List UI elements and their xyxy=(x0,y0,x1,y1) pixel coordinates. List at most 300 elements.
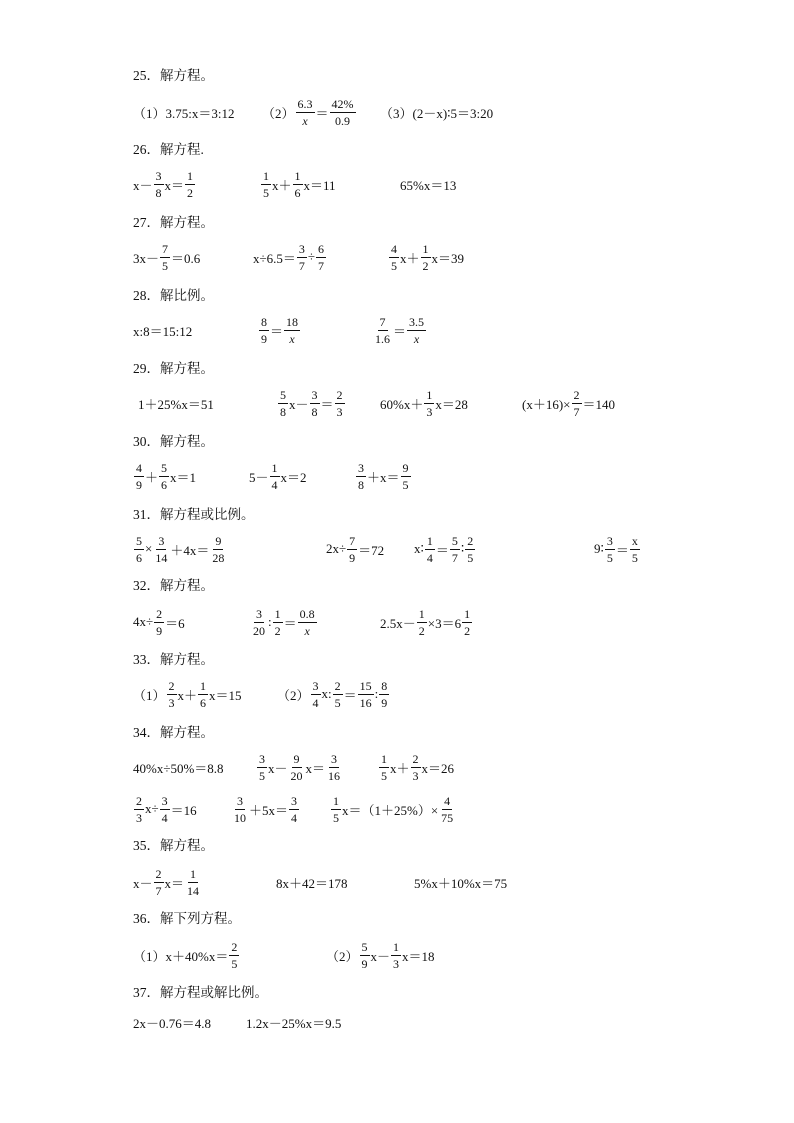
equation-row xyxy=(0,789,794,829)
problem-heading: 28．解比例。 xyxy=(133,288,214,303)
problem-heading: 36．解下列方程。 xyxy=(133,911,241,926)
fraction-denominator: 7 xyxy=(298,258,305,273)
fraction-denominator: 8 xyxy=(155,185,162,200)
fraction-numerator: 3 xyxy=(311,387,318,402)
fraction-denominator: 20 xyxy=(253,623,265,638)
fraction-denominator: 7 xyxy=(318,258,325,273)
fraction-denominator: 5 xyxy=(162,258,169,273)
equation-text: 5%x＋10%x＝75 xyxy=(414,875,508,891)
fraction-numerator: 8 xyxy=(261,314,267,329)
equation-text: x÷6.5＝ xyxy=(253,250,296,266)
fraction-denominator: 5 xyxy=(334,695,341,710)
fraction xyxy=(278,389,288,418)
problem-heading: 32．解方程。 xyxy=(133,578,214,593)
fraction xyxy=(296,98,315,127)
fraction xyxy=(210,535,226,564)
equation xyxy=(133,935,240,975)
fraction xyxy=(411,753,421,782)
equation-text: x＝18 xyxy=(402,948,435,964)
fraction-denominator: 8 xyxy=(311,404,318,419)
equation-text: （2） xyxy=(277,687,310,703)
fraction xyxy=(316,243,326,272)
equation-text: ＝ xyxy=(435,542,449,558)
fraction-denominator: 2 xyxy=(418,623,425,638)
fraction-numerator: 1 xyxy=(418,606,425,621)
equation xyxy=(258,310,301,350)
equation-text: ＝16 xyxy=(170,802,197,818)
equation xyxy=(277,674,390,714)
fraction xyxy=(373,316,392,345)
problem-heading: 37．解方程或解比例。 xyxy=(133,985,268,1000)
fraction xyxy=(310,389,320,418)
equation-text: x－ xyxy=(289,396,309,412)
fraction-denominator: 5 xyxy=(402,477,409,492)
equation-text: x＝39 xyxy=(431,250,465,266)
fraction-denominator: 5 xyxy=(381,768,387,783)
equation-text: ＝140 xyxy=(582,396,616,412)
fraction-numerator: 3 xyxy=(312,678,319,693)
fraction-denominator: 6 xyxy=(136,550,142,565)
equation-text: 3x－ xyxy=(133,250,160,266)
equation xyxy=(326,529,384,569)
equation-text: ＝ xyxy=(315,105,329,121)
equation-text: ＋5x＝ xyxy=(249,802,289,818)
fraction-numerator: 5 xyxy=(280,387,286,402)
problem-heading: 26．解方程. xyxy=(133,142,204,157)
fraction-numerator: 1 xyxy=(190,866,197,881)
fraction xyxy=(273,608,283,637)
fraction-denominator: 5 xyxy=(259,768,265,783)
fraction-numerator: 2 xyxy=(156,606,163,621)
fraction xyxy=(259,316,269,345)
fraction xyxy=(167,680,177,709)
equation-row xyxy=(0,747,794,787)
fraction-denominator: 9 xyxy=(136,477,142,492)
fraction-denominator: 5 xyxy=(391,258,397,273)
equation-row xyxy=(0,935,794,975)
fraction-denominator: 3 xyxy=(426,404,433,419)
fraction-denominator: 5 xyxy=(467,550,474,565)
equation-row xyxy=(0,862,794,902)
equation-text: 65%x＝13 xyxy=(400,177,457,193)
fraction xyxy=(134,535,144,564)
fraction-denominator: 8 xyxy=(280,404,286,419)
fraction-numerator: 1 xyxy=(294,168,301,183)
fraction-numerator: 1 xyxy=(263,168,269,183)
equation xyxy=(414,862,507,902)
fraction-numerator: 6 xyxy=(318,241,325,256)
equation-text: ＋ xyxy=(145,469,159,485)
equation-text: x:8＝15:12 xyxy=(133,323,193,339)
equation xyxy=(231,789,300,829)
equation xyxy=(380,602,473,642)
equation-text: x÷ xyxy=(145,801,159,816)
fraction-numerator: 3 xyxy=(237,793,243,808)
equation-text: x＋ xyxy=(400,250,420,266)
equation-text: x＝28 xyxy=(435,396,468,412)
equation-text: x＝ xyxy=(164,875,185,891)
fraction-numerator: 4 xyxy=(444,793,451,808)
equation-text: ＝0.6 xyxy=(171,250,201,266)
fraction xyxy=(356,462,366,491)
equation-text: x＝11 xyxy=(303,177,336,193)
equation-text: 2x÷ xyxy=(326,541,347,556)
fraction-denominator: 2 xyxy=(422,258,429,273)
fraction-denominator: 14 xyxy=(155,550,168,565)
fraction-denominator: 2 xyxy=(187,185,194,200)
fraction-denominator: 4 xyxy=(161,810,168,825)
fraction-numerator: 2 xyxy=(334,678,341,693)
fraction xyxy=(331,795,341,824)
equation xyxy=(249,456,307,496)
fraction xyxy=(270,462,280,491)
equation-text: （3）(2－x)∶5＝3:20 xyxy=(380,105,494,121)
fraction-numerator: 7 xyxy=(349,533,356,548)
equation-text: ＝6 xyxy=(165,615,185,631)
fraction-denominator: 14 xyxy=(187,883,200,898)
fraction xyxy=(333,680,343,709)
fraction-denominator: 7 xyxy=(155,883,162,898)
fraction-denominator: 10 xyxy=(234,810,246,825)
equation xyxy=(388,237,464,277)
fraction xyxy=(284,316,300,345)
fraction xyxy=(389,243,399,272)
fraction xyxy=(232,795,248,824)
equation-text: x－ xyxy=(268,760,288,776)
fraction xyxy=(160,243,170,272)
fraction xyxy=(159,462,169,491)
fraction-numerator: 1 xyxy=(426,533,433,548)
fraction-numerator: 3 xyxy=(331,751,338,766)
equation-text: x＋ xyxy=(390,760,410,776)
fraction xyxy=(298,608,317,637)
equation-row xyxy=(0,383,794,423)
fraction xyxy=(311,680,321,709)
equation xyxy=(133,862,202,902)
equation-text: ＋4x＝ xyxy=(170,542,210,558)
fraction xyxy=(134,795,144,824)
fraction-denominator: 5 xyxy=(606,550,613,565)
equation-text: : xyxy=(374,686,379,701)
equation-text: 9∶ xyxy=(594,541,604,556)
equation xyxy=(277,383,346,423)
equation-text: 40%x÷50%＝8.8 xyxy=(133,760,224,776)
fraction-numerator: 9 xyxy=(215,533,222,548)
equation-row xyxy=(0,602,794,642)
equation-row xyxy=(0,310,794,350)
equation-text: （2） xyxy=(262,105,295,121)
equation-row xyxy=(0,164,794,204)
fraction-denominator: 4 xyxy=(312,695,319,710)
fraction-numerator: 3 xyxy=(298,241,305,256)
equation-text: x＝2 xyxy=(280,469,307,485)
fraction xyxy=(417,608,427,637)
fraction-denominator: 16 xyxy=(328,768,341,783)
fraction-denominator: x xyxy=(304,623,310,638)
equation xyxy=(326,935,435,975)
fraction-numerator: 5 xyxy=(136,533,142,548)
fraction-denominator: 1.6 xyxy=(375,331,390,346)
fraction xyxy=(424,389,434,418)
equation xyxy=(522,383,615,423)
fraction xyxy=(198,680,208,709)
fraction-denominator: 4 xyxy=(271,477,278,492)
fraction-denominator: 9 xyxy=(261,331,267,346)
fraction-numerator: 1 xyxy=(200,678,207,693)
fraction xyxy=(462,608,472,637)
fraction xyxy=(465,535,475,564)
equation-text: ＋x＝ xyxy=(367,469,400,485)
fraction xyxy=(630,535,640,564)
equation-text: ＝ xyxy=(343,687,357,703)
fraction-denominator: 3 xyxy=(168,695,175,710)
equation xyxy=(246,1002,341,1042)
fraction-denominator: 5 xyxy=(631,550,638,565)
fraction xyxy=(134,462,144,491)
fraction-numerator: 3 xyxy=(155,168,162,183)
fraction-denominator: 4 xyxy=(426,550,433,565)
equation xyxy=(594,529,641,569)
equation-text: （1）x＋40%x＝ xyxy=(133,948,229,964)
equation xyxy=(372,310,427,350)
fraction-numerator: 5 xyxy=(361,939,368,954)
fraction xyxy=(293,170,303,199)
fraction-numerator: 3 xyxy=(256,606,262,621)
fraction-denominator: 5 xyxy=(231,956,238,971)
equation xyxy=(380,92,493,132)
fraction-numerator: 2 xyxy=(136,793,142,808)
equation-text: x＝1 xyxy=(170,469,197,485)
equation xyxy=(330,789,456,829)
fraction xyxy=(391,941,401,970)
equation-text: ＝ xyxy=(320,396,334,412)
fraction-numerator: 4 xyxy=(136,460,142,475)
fraction-denominator: 6 xyxy=(161,477,168,492)
equation xyxy=(250,602,318,642)
fraction-numerator: 2 xyxy=(231,939,238,954)
fraction-numerator: 4 xyxy=(391,241,397,256)
fraction xyxy=(330,98,356,127)
fraction-denominator: 7 xyxy=(451,550,458,565)
fraction xyxy=(425,535,435,564)
equation-text: x＝（1＋25%）× xyxy=(342,802,439,818)
fraction-numerator: 5 xyxy=(161,460,168,475)
fraction-numerator: 2 xyxy=(336,387,343,402)
equation-text: × xyxy=(145,541,153,556)
equation xyxy=(133,529,227,569)
equation-text: x＝26 xyxy=(421,760,455,776)
fraction xyxy=(326,753,342,782)
problem-heading: 34．解方程。 xyxy=(133,725,214,740)
equation xyxy=(133,789,197,829)
fraction-numerator: 2 xyxy=(573,387,580,402)
fraction-denominator: 20 xyxy=(290,768,303,783)
equation-row xyxy=(0,456,794,496)
equation xyxy=(262,92,357,132)
fraction-denominator: 3 xyxy=(412,768,419,783)
fraction xyxy=(421,243,431,272)
equation xyxy=(138,383,214,423)
equation xyxy=(400,164,456,204)
equation-text: 4x÷ xyxy=(133,614,154,629)
fraction xyxy=(154,608,164,637)
equation xyxy=(133,456,196,496)
equation-text: 8x＋42＝178 xyxy=(276,875,348,891)
equation-text: x－ xyxy=(133,177,153,193)
fraction xyxy=(401,462,411,491)
equation xyxy=(256,747,343,787)
fraction-denominator: 2 xyxy=(464,623,471,638)
equation-row xyxy=(0,1002,794,1042)
fraction-numerator: 3 xyxy=(158,533,165,548)
fraction xyxy=(379,753,389,782)
equation-text: （1） xyxy=(133,687,166,703)
fraction xyxy=(229,941,239,970)
fraction xyxy=(185,170,195,199)
fraction xyxy=(257,753,267,782)
fraction-numerator: 1 xyxy=(393,939,400,954)
fraction-numerator: 1 xyxy=(187,168,194,183)
equation-text: ＝ xyxy=(283,615,297,631)
equation-text: x＋ xyxy=(272,177,292,193)
fraction xyxy=(289,753,305,782)
fraction-denominator: x xyxy=(289,331,295,346)
fraction-numerator: 3.5 xyxy=(409,314,425,329)
equation-text: （1）3.75:x＝3:12 xyxy=(133,105,235,121)
equation-text: (x＋16)× xyxy=(522,396,571,412)
fraction-numerator: 9 xyxy=(293,751,300,766)
fraction-denominator: 5 xyxy=(263,185,269,200)
fraction xyxy=(379,680,389,709)
equation-text: x－ xyxy=(370,948,391,964)
equation-row xyxy=(0,529,794,569)
fraction-numerator: 18 xyxy=(286,314,299,329)
equation-text: x＝ xyxy=(164,177,185,193)
equation-text: 1.2x－25%x＝9.5 xyxy=(246,1015,342,1031)
equation xyxy=(276,862,348,902)
fraction xyxy=(407,316,426,345)
fraction-denominator: 28 xyxy=(212,550,225,565)
equation-text: 2.5x－ xyxy=(380,615,416,631)
fraction-numerator: 3 xyxy=(291,793,298,808)
fraction-denominator: 9 xyxy=(156,623,163,638)
equation-text: 1＋25%x＝51 xyxy=(138,396,214,412)
equation xyxy=(378,747,454,787)
fraction-numerator: 3 xyxy=(161,793,168,808)
fraction xyxy=(335,389,345,418)
fraction-numerator: 1 xyxy=(274,606,281,621)
problem-heading: 31．解方程或比例。 xyxy=(133,507,255,522)
fraction-numerator: 0.8 xyxy=(299,606,315,621)
equation xyxy=(380,383,468,423)
fraction-numerator: 3 xyxy=(259,751,265,766)
fraction xyxy=(358,680,374,709)
equation xyxy=(355,456,412,496)
fraction-denominator: 6 xyxy=(200,695,207,710)
fraction xyxy=(439,795,455,824)
problem-heading: 29．解方程。 xyxy=(133,361,214,376)
equation xyxy=(260,164,336,204)
fraction xyxy=(154,868,164,897)
equation-text: x＝ xyxy=(305,760,326,776)
fraction-numerator: 15 xyxy=(359,678,372,693)
equation-text: x＝15 xyxy=(209,687,242,703)
fraction-numerator: 1 xyxy=(422,241,429,256)
fraction-numerator: 6.3 xyxy=(297,96,313,111)
fraction xyxy=(347,535,357,564)
fraction-denominator: 7 xyxy=(573,404,580,419)
equation xyxy=(253,237,327,277)
fraction-denominator: 9 xyxy=(349,550,356,565)
fraction-denominator: 9 xyxy=(381,695,388,710)
fraction xyxy=(450,535,460,564)
equation xyxy=(133,310,192,350)
fraction xyxy=(289,795,299,824)
problem-heading: 30．解方程。 xyxy=(133,434,214,449)
equation-text: 5－ xyxy=(249,469,269,485)
equation-text: 2x－0.76＝4.8 xyxy=(133,1015,212,1031)
fraction xyxy=(154,170,164,199)
fraction-denominator: 3 xyxy=(336,404,343,419)
equation-row xyxy=(0,92,794,132)
fraction-denominator: x xyxy=(302,113,308,128)
fraction-denominator: 6 xyxy=(294,185,301,200)
equation-text: 60%x＋ xyxy=(380,396,424,412)
equation-text: ÷ xyxy=(307,249,316,264)
fraction xyxy=(153,535,169,564)
fraction-numerator: 2 xyxy=(412,751,419,766)
fraction-numerator: 2 xyxy=(168,678,175,693)
fraction-numerator: 1 xyxy=(271,460,278,475)
fraction-denominator: 16 xyxy=(359,695,372,710)
equation-text: ＝ xyxy=(615,542,629,558)
fraction xyxy=(261,170,271,199)
equation-text: x∶ xyxy=(414,541,424,556)
problem-heading: 25．解方程。 xyxy=(133,68,214,83)
fraction-numerator: 1 xyxy=(333,793,339,808)
fraction-denominator: 5 xyxy=(333,810,339,825)
equation xyxy=(133,1002,211,1042)
equation xyxy=(133,237,200,277)
fraction-numerator: 5 xyxy=(451,533,458,548)
fraction-numerator: 42% xyxy=(331,96,354,111)
equation-text: ＝ xyxy=(270,323,284,339)
problem-heading: 35．解方程。 xyxy=(133,838,214,853)
fraction-denominator: 3 xyxy=(393,956,400,971)
problem-heading: 27．解方程。 xyxy=(133,215,214,230)
fraction xyxy=(251,608,267,637)
fraction xyxy=(360,941,370,970)
fraction-denominator: 8 xyxy=(358,477,364,492)
equation-text: ∶ xyxy=(460,541,465,556)
fraction xyxy=(605,535,615,564)
fraction-numerator: x xyxy=(631,533,638,548)
fraction-denominator: 3 xyxy=(136,810,142,825)
fraction xyxy=(572,389,582,418)
fraction-denominator: 75 xyxy=(441,810,454,825)
fraction-denominator: 2 xyxy=(274,623,281,638)
equation xyxy=(133,747,224,787)
fraction xyxy=(185,868,201,897)
fraction-denominator: 0.9 xyxy=(335,113,351,128)
equation-text: : xyxy=(268,614,272,629)
equation-text: （2） xyxy=(326,948,359,964)
fraction-numerator: 7 xyxy=(162,241,169,256)
fraction-denominator: 9 xyxy=(361,956,368,971)
equation-text: x: xyxy=(321,686,332,701)
equation-row xyxy=(0,674,794,714)
equation-text: x＋ xyxy=(177,687,198,703)
